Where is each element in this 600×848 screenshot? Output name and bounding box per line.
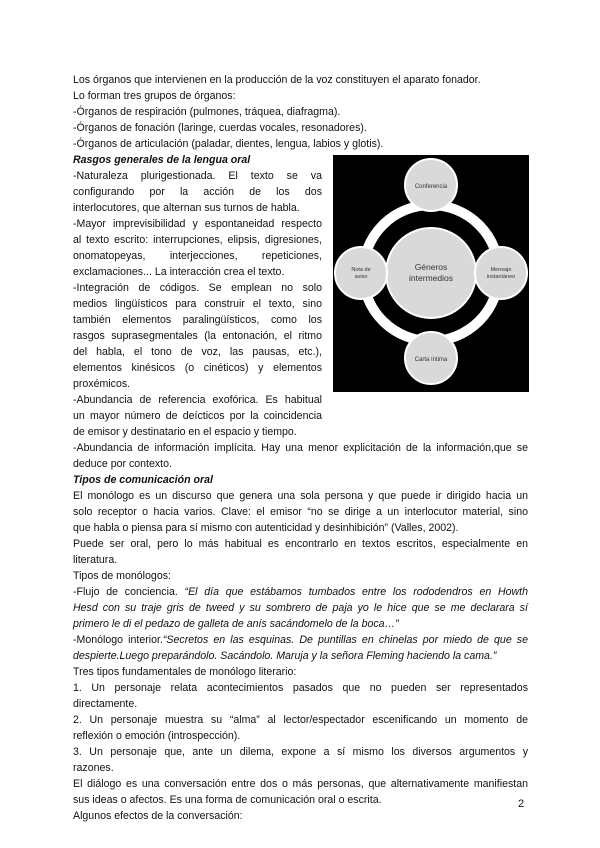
diagram-svg [333, 155, 529, 392]
text-line: configurando por la acción de los dos [73, 186, 322, 198]
section-heading: Tipos de comunicación oral [73, 474, 213, 486]
text-line: literatura. [73, 554, 118, 566]
genres-diagram [333, 155, 529, 392]
text-line [73, 632, 528, 648]
text-line: elementos kinésicos (o cinéticos) y elementos [73, 362, 322, 374]
node-left-label-2: aviso [354, 274, 368, 280]
text-line: de emisor y destinatario en el espacio y tiempo. [73, 426, 297, 438]
text-line: proxémicos. [73, 378, 131, 390]
node-right [475, 247, 527, 299]
quote-line: despierte.Luego preparándolo. Sacándolo. Maruja y la señora Fleming haciendo la cama.” [73, 650, 497, 662]
text-line: -Abundancia de información implícita. Hay una menor explicitación de la información,que se [73, 442, 528, 454]
text-line [73, 584, 528, 600]
text-line: Algunos efectos de la conversación: [73, 810, 243, 822]
text-line: al texto escrito: interrupciones, elipsis, digresiones, [73, 234, 322, 246]
text-line: interlocutores, que alternan sus turnos de habla. [73, 202, 300, 214]
list-item: -Órganos de fonación (laringe, cuerdas vocales, resonadores). [73, 122, 367, 134]
quote-text: “El día que estábamos tumbados entre los rododendros en Howth [184, 586, 529, 598]
text-line: sus ideas o afectos. Es una forma de comunicación oral o escrita. [73, 794, 382, 806]
node-right-label-2: instantáneo [486, 274, 516, 280]
list-item: 1. Un personaje relata acontecimientos pasados que no pueden ser representados [73, 682, 528, 694]
quote-line: primero le di el pedazo de galleta de anís sacándomelo de la boca…” [73, 618, 399, 630]
text-line: un mayor número de deícticos por la coincidencia [73, 410, 322, 422]
list-item: -Órganos de respiración (pulmones, tráquea, diafragma). [73, 106, 341, 118]
node-bottom-label: Carta íntima [414, 357, 448, 363]
text-line: Lo forman tres grupos de órganos: [73, 90, 236, 102]
text-line: -Mayor imprevisibilidad y espontaneidad respecto [73, 218, 322, 230]
node-top-label: Conferencia [414, 184, 448, 190]
text-line: que habla o piensa para sí mismo con autenticidad y desinhibición” (Valles, 2002). [73, 522, 459, 534]
node-left [335, 247, 387, 299]
text-line: del habla, el tono de voz, las pausas, etc.), [73, 346, 322, 358]
node-left-label-1: Nota de [351, 267, 371, 273]
text-line: Tipos de monólogos: [73, 570, 171, 582]
text-line: El diálogo es una conversación entre dos o más personas, que alternativamente manifiestan [73, 778, 528, 790]
text-line: Tres tipos fundamentales de monólogo literario: [73, 666, 297, 678]
text-line: deduce por contexto. [73, 458, 172, 470]
list-item: 3. Un personaje que, ante un dilema, expone a sí mismo los diversos argumentos y [73, 746, 528, 758]
list-item: razones. [73, 762, 114, 774]
text-line: exclamaciones... La interacción crea el texto. [73, 266, 285, 278]
center-label-2: intermedios [409, 273, 453, 283]
text-line: también elementos paralingüísticos, como los [73, 314, 322, 326]
quote-text: “Secretos en las esquinas. De puntillas en chinelas por miedo de que se [162, 634, 528, 646]
monologue-type-label: -Flujo de conciencia. [73, 586, 185, 598]
quote-line: Hesd con su traje gris de tweed y su sombrero de paja yo le hice que se me declarara sí [73, 602, 528, 614]
list-item: 2. Un personaje muestra su “alma” al lector/espectador escenificando un momento de [73, 714, 528, 726]
text-line: solo receptor o hacia varios. Clave: el emisor “no se dirige a un interlocutor material, sino [73, 506, 528, 518]
list-item: reflexión o emoción (introspección). [73, 730, 241, 742]
text-line: -Abundancia de referencia exofórica. Es habitual [73, 394, 322, 406]
node-right-label-1: Mensaje [490, 267, 512, 273]
text-line: rasgos suprasegmentales (la entonación, el ritmo [73, 330, 322, 342]
list-item: -Órganos de articulación (paladar, dientes, lengua, labios y glotis). [73, 138, 384, 150]
text-line: Puede ser oral, pero lo más habitual es encontrarlo en textos escritos, especialmente en [73, 538, 528, 550]
page-number: 2 [518, 798, 525, 810]
monologue-type-label: -Monólogo interior. [73, 634, 163, 646]
text-line: Los órganos que intervienen en la producción de la voz constituyen el aparato fonador. [73, 74, 481, 86]
list-item: directamente. [73, 698, 138, 710]
text-line: medios lingüísticos para construir el texto, sino [73, 298, 322, 310]
section-heading: Rasgos generales de la lengua oral [73, 154, 251, 166]
center-label-1: Géneros [414, 262, 448, 272]
text-line: -Integración de códigos. Se emplean no solo [73, 282, 322, 294]
text-line: -Naturaleza plurigestionada. El texto se va [73, 170, 322, 182]
text-line: El monólogo es un discurso que genera una sola persona y que puede ir dirigido hacia un [73, 490, 528, 502]
text-line: onomatopeyas, interjecciones, repeticiones, [73, 250, 322, 262]
